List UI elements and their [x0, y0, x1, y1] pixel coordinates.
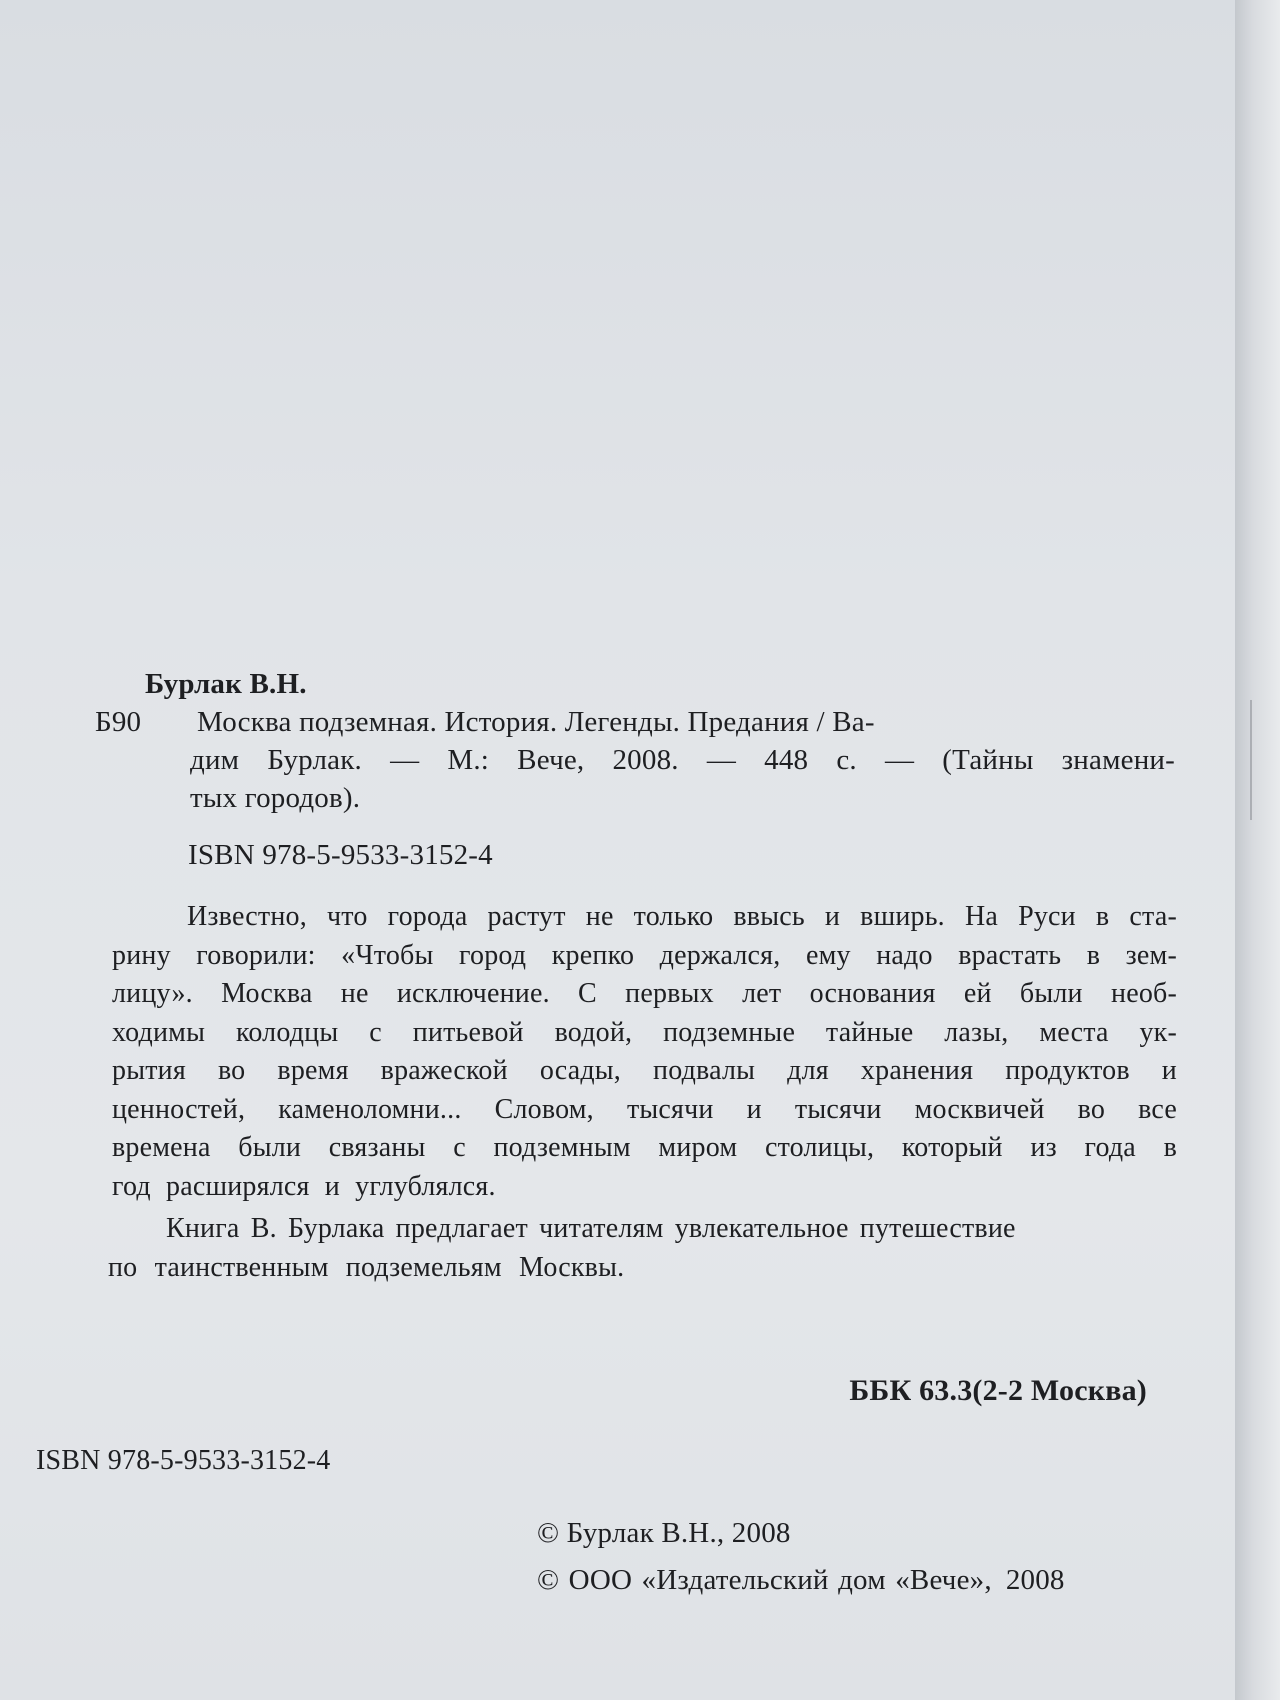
- page-edge: [1235, 0, 1280, 1700]
- annotation-line: ценностей, каменоломни... Словом, тысячи и тысячи москвичей во все: [112, 1093, 1177, 1125]
- entry-line-2: дим Бурлак. — М.: Вече, 2008. — 448 с. — (Тайны знамени-: [190, 744, 1175, 776]
- annotation-line: Книга В. Бурлака предлагает читателям увлекательное путешествие: [166, 1213, 1016, 1244]
- annotation-line: год расширялся и углублялся.: [112, 1170, 496, 1202]
- annotation-line: рину говорили: «Чтобы город крепко держался, ему надо врастать в зем-: [112, 939, 1177, 971]
- annotation-line: Известно, что города растут не только ввысь и вширь. На Руси в ста-: [187, 901, 1177, 932]
- entry-line-3: тых городов).: [190, 782, 361, 814]
- isbn-record: ISBN 978-5-9533-3152-4: [188, 839, 493, 871]
- annotation-line: ходимы колодцы с питьевой водой, подземные тайные лазы, места ук-: [112, 1016, 1177, 1048]
- annotation-paragraph-2: [108, 1210, 1183, 1287]
- annotation-line: рытия во время вражеской осады, подвалы для хранения продуктов и: [112, 1055, 1177, 1086]
- copyright-publisher-name: © ООО «Издательский дом «Вече»,: [537, 1564, 992, 1596]
- annotation-line: лицу». Москва не исключение. С первых лет основания ей были необ-: [112, 978, 1177, 1009]
- isbn-footer: ISBN 978-5-9533-3152-4: [36, 1445, 331, 1476]
- page-edge-line: [1250, 700, 1252, 820]
- entry-line-1: Москва подземная. История. Легенды. Предания / Ва-: [197, 706, 875, 738]
- annotation-line: по таинственным подземельям Москвы.: [108, 1251, 625, 1283]
- copyright-publisher-year: 2008: [1005, 1564, 1065, 1596]
- author-heading: Бурлак В.Н.: [145, 668, 307, 700]
- classification-code: Б90: [95, 706, 142, 738]
- annotation-paragraph-1: [112, 898, 1177, 1206]
- bbk-classification: ББК 63.3(2-2 Москва): [849, 1374, 1147, 1407]
- bibliographic-entry: [95, 703, 1175, 817]
- copyright-author: © Бурлак В.Н., 2008: [537, 1517, 791, 1549]
- copyright-publisher: [537, 1561, 1065, 1599]
- annotation-line: времена были связаны с подземным миром столицы, который из года в: [112, 1132, 1177, 1163]
